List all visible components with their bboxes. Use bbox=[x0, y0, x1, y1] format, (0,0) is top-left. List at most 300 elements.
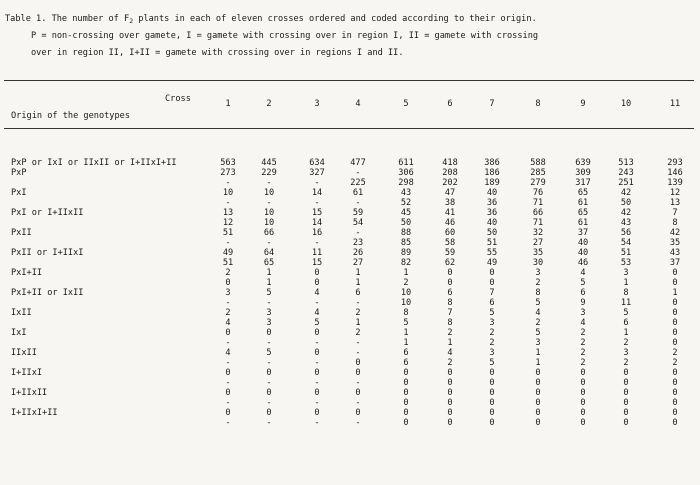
table-cell: 50 bbox=[400, 218, 412, 228]
table-cell: 0 bbox=[623, 418, 629, 428]
table-cell: 513 bbox=[618, 158, 634, 168]
table-cell: 317 bbox=[575, 178, 591, 188]
table-cell: 0 bbox=[447, 388, 453, 398]
table-cell: 42 bbox=[620, 208, 632, 218]
table-cell: 2 bbox=[403, 278, 409, 288]
table-cell: 4 bbox=[225, 318, 231, 328]
table-cell: 60 bbox=[444, 228, 456, 238]
table-cell: 43 bbox=[620, 218, 632, 228]
table-cell: 0 bbox=[489, 278, 495, 288]
table-cell: 0 bbox=[535, 408, 541, 418]
table-cell: 6 bbox=[447, 288, 453, 298]
table-cell: - bbox=[225, 358, 231, 368]
table-cell: 2 bbox=[447, 328, 453, 338]
row-label bbox=[0, 338, 211, 348]
cross-number: 7 bbox=[489, 99, 495, 109]
table-cell: 5 bbox=[489, 308, 495, 318]
table-cell: 35 bbox=[669, 238, 681, 248]
table-cell: - bbox=[266, 378, 272, 388]
table-cell: 54 bbox=[620, 238, 632, 248]
table-cell: 189 bbox=[484, 178, 500, 188]
table-cell: 8 bbox=[672, 218, 678, 228]
table-row bbox=[0, 378, 684, 388]
table-row bbox=[0, 338, 684, 348]
table-cell: 40 bbox=[577, 248, 589, 258]
table-cell: 0 bbox=[447, 368, 453, 378]
table-cell: 0 bbox=[672, 378, 678, 388]
table-row bbox=[0, 278, 684, 288]
table-cell: 88 bbox=[400, 228, 412, 238]
table-cell: 0 bbox=[489, 418, 495, 428]
table-cell: 0 bbox=[489, 408, 495, 418]
table-cell: 2 bbox=[489, 338, 495, 348]
table-cell: 62 bbox=[444, 258, 456, 268]
table-cell: 2 bbox=[623, 338, 629, 348]
table-row bbox=[0, 368, 684, 378]
table-row bbox=[0, 248, 684, 258]
table-cell: 386 bbox=[484, 158, 500, 168]
table-cell: 52 bbox=[400, 198, 412, 208]
table-cell: 0 bbox=[672, 318, 678, 328]
row-label: IIxII bbox=[11, 348, 37, 358]
table-cell: 54 bbox=[352, 218, 364, 228]
row-label bbox=[0, 198, 211, 208]
table-cell: 27 bbox=[532, 238, 544, 248]
table-row bbox=[0, 178, 684, 188]
table-cell: 0 bbox=[314, 388, 320, 398]
table-cell: 0 bbox=[314, 348, 320, 358]
table-cell: 0 bbox=[535, 378, 541, 388]
table-cell: 59 bbox=[352, 208, 364, 218]
table-cell: - bbox=[355, 298, 361, 308]
table-cell: 49 bbox=[486, 258, 498, 268]
table-cell: 1 bbox=[672, 288, 678, 298]
table-cell: 306 bbox=[398, 168, 414, 178]
genotype-table bbox=[0, 158, 684, 428]
table-cell: 0 bbox=[403, 398, 409, 408]
table-cell: 0 bbox=[225, 328, 231, 338]
table-cell: 0 bbox=[403, 388, 409, 398]
table-cell: 76 bbox=[532, 188, 544, 198]
cross-number: 5 bbox=[403, 99, 409, 109]
table-cell: 7 bbox=[447, 308, 453, 318]
table-cell: 41 bbox=[444, 208, 456, 218]
table-cell: 0 bbox=[672, 298, 678, 308]
table-cell: 61 bbox=[577, 198, 589, 208]
table-cell: 327 bbox=[309, 168, 325, 178]
table-cell: 6 bbox=[403, 358, 409, 368]
table-cell: - bbox=[225, 398, 231, 408]
table-cell: 58 bbox=[444, 238, 456, 248]
table-cell: 10 bbox=[263, 218, 275, 228]
table-cell: 1 bbox=[623, 328, 629, 338]
table-cell: 0 bbox=[447, 408, 453, 418]
table-cell: 3 bbox=[489, 348, 495, 358]
table-cell: 55 bbox=[486, 248, 498, 258]
table-cell: 0 bbox=[355, 358, 361, 368]
table-cell: - bbox=[314, 358, 320, 368]
table-cell: 0 bbox=[623, 388, 629, 398]
row-label: PxP bbox=[11, 168, 27, 178]
table-cell: - bbox=[314, 418, 320, 428]
table-cell: - bbox=[225, 378, 231, 388]
table-row bbox=[0, 288, 684, 298]
table-cell: 2 bbox=[580, 358, 586, 368]
table-cell: 6 bbox=[355, 288, 361, 298]
table-cell: 65 bbox=[263, 258, 275, 268]
table-cell: 0 bbox=[355, 368, 361, 378]
table-cell: 35 bbox=[532, 248, 544, 258]
table-cell: 9 bbox=[580, 298, 586, 308]
table-cell: 37 bbox=[669, 258, 681, 268]
table-row bbox=[0, 328, 684, 338]
header-rule bbox=[4, 128, 694, 129]
table-cell: 0 bbox=[225, 408, 231, 418]
table-cell: 1 bbox=[623, 278, 629, 288]
table-cell: 0 bbox=[489, 378, 495, 388]
table-cell: - bbox=[266, 398, 272, 408]
table-cell: 2 bbox=[580, 348, 586, 358]
table-cell: 2 bbox=[355, 328, 361, 338]
row-label: PxI or I+IIxII bbox=[11, 208, 84, 218]
table-cell: 51 bbox=[620, 248, 632, 258]
table-cell: 2 bbox=[489, 328, 495, 338]
table-cell: 0 bbox=[403, 368, 409, 378]
table-cell: - bbox=[355, 228, 361, 238]
table-cell: 3 bbox=[535, 268, 541, 278]
table-cell: 4 bbox=[314, 308, 320, 318]
table-cell: 10 bbox=[400, 298, 412, 308]
table-cell: 639 bbox=[575, 158, 591, 168]
table-cell: 208 bbox=[442, 168, 458, 178]
table-cell: 2 bbox=[623, 358, 629, 368]
table-row bbox=[0, 358, 684, 368]
table-cell: 0 bbox=[447, 278, 453, 288]
table-cell: - bbox=[355, 348, 361, 358]
table-cell: 71 bbox=[532, 218, 544, 228]
table-cell: 0 bbox=[225, 388, 231, 398]
table-cell: 0 bbox=[266, 328, 272, 338]
row-label: PxII bbox=[11, 228, 32, 238]
table-cell: 42 bbox=[669, 228, 681, 238]
table-cell: - bbox=[314, 298, 320, 308]
table-cell: - bbox=[355, 378, 361, 388]
table-cell: 65 bbox=[577, 208, 589, 218]
cross-header-label: Cross bbox=[165, 94, 191, 104]
table-cell: 4 bbox=[314, 288, 320, 298]
table-cell: 59 bbox=[444, 248, 456, 258]
table-cell: 43 bbox=[669, 248, 681, 258]
table-cell: 65 bbox=[577, 188, 589, 198]
table-cell: 8 bbox=[623, 288, 629, 298]
table-row bbox=[0, 218, 684, 228]
table-row bbox=[0, 198, 684, 208]
row-label: PxI bbox=[11, 188, 27, 198]
table-cell: 0 bbox=[580, 398, 586, 408]
table-cell: - bbox=[355, 398, 361, 408]
table-cell: 0 bbox=[266, 408, 272, 418]
table-cell: 202 bbox=[442, 178, 458, 188]
row-label: PxP or IxI or IIxII or I+IIxI+II bbox=[11, 158, 177, 168]
table-cell: 563 bbox=[220, 158, 236, 168]
table-cell: 6 bbox=[623, 318, 629, 328]
table-cell: 43 bbox=[400, 188, 412, 198]
row-label: I+IIxI+II bbox=[11, 408, 58, 418]
table-cell: 0 bbox=[489, 268, 495, 278]
table-cell: 15 bbox=[311, 208, 323, 218]
table-cell: 0 bbox=[535, 388, 541, 398]
table-cell: 4 bbox=[225, 348, 231, 358]
table-cell: 298 bbox=[398, 178, 414, 188]
table-cell: 46 bbox=[444, 218, 456, 228]
cross-number: 1 bbox=[225, 99, 231, 109]
table-cell: 0 bbox=[355, 408, 361, 418]
table-cell: 2 bbox=[225, 268, 231, 278]
table-cell: - bbox=[355, 198, 361, 208]
table-cell: - bbox=[266, 238, 272, 248]
table-cell: 0 bbox=[623, 368, 629, 378]
table-cell: 8 bbox=[535, 288, 541, 298]
table-cell: 0 bbox=[672, 328, 678, 338]
table-cell: 1 bbox=[266, 278, 272, 288]
table-cell: 6 bbox=[489, 298, 495, 308]
table-cell: - bbox=[314, 238, 320, 248]
table-cell: 11 bbox=[311, 248, 323, 258]
row-label: IxII bbox=[11, 308, 32, 318]
table-cell: 186 bbox=[484, 168, 500, 178]
table-cell: 0 bbox=[623, 398, 629, 408]
table-cell: 5 bbox=[535, 298, 541, 308]
table-cell: 4 bbox=[580, 268, 586, 278]
table-cell: - bbox=[314, 378, 320, 388]
table-cell: 225 bbox=[350, 178, 366, 188]
table-cell: 5 bbox=[403, 318, 409, 328]
table-cell: 1 bbox=[447, 338, 453, 348]
table-cell: 53 bbox=[620, 258, 632, 268]
table-cell: 0 bbox=[580, 378, 586, 388]
table-cell: 50 bbox=[620, 198, 632, 208]
top-rule bbox=[4, 80, 694, 81]
table-cell: 27 bbox=[352, 258, 364, 268]
table-cell: 23 bbox=[352, 238, 364, 248]
table-cell: 273 bbox=[220, 168, 236, 178]
table-cell: 0 bbox=[447, 418, 453, 428]
table-cell: 13 bbox=[222, 208, 234, 218]
table-cell: - bbox=[225, 198, 231, 208]
table-cell: 5 bbox=[266, 348, 272, 358]
table-row bbox=[0, 228, 684, 238]
row-label bbox=[0, 218, 211, 228]
table-cell: 0 bbox=[403, 408, 409, 418]
table-cell: 611 bbox=[398, 158, 414, 168]
table-cell: - bbox=[225, 338, 231, 348]
table-cell: 5 bbox=[266, 288, 272, 298]
row-label bbox=[0, 378, 211, 388]
table-cell: - bbox=[266, 198, 272, 208]
row-label bbox=[0, 298, 211, 308]
table-cell: 0 bbox=[672, 398, 678, 408]
table-cell: 0 bbox=[355, 388, 361, 398]
table-cell: 45 bbox=[400, 208, 412, 218]
table-cell: 0 bbox=[266, 388, 272, 398]
table-cell: 1 bbox=[535, 348, 541, 358]
row-label bbox=[0, 318, 211, 328]
table-cell: 38 bbox=[444, 198, 456, 208]
table-cell: - bbox=[266, 338, 272, 348]
table-cell: 0 bbox=[314, 328, 320, 338]
table-cell: - bbox=[266, 298, 272, 308]
table-cell: 0 bbox=[580, 418, 586, 428]
table-cell: 1 bbox=[355, 278, 361, 288]
table-row bbox=[0, 158, 684, 168]
table-row bbox=[0, 258, 684, 268]
table-cell: 2 bbox=[672, 348, 678, 358]
table-cell: 46 bbox=[577, 258, 589, 268]
table-cell: 293 bbox=[667, 158, 683, 168]
table-cell: 64 bbox=[263, 248, 275, 258]
table-row bbox=[0, 208, 684, 218]
table-cell: - bbox=[266, 358, 272, 368]
table-cell: 11 bbox=[620, 298, 632, 308]
table-cell: 2 bbox=[672, 358, 678, 368]
cross-number: 6 bbox=[447, 99, 453, 109]
table-cell: 0 bbox=[672, 278, 678, 288]
table-cell: 32 bbox=[532, 228, 544, 238]
table-cell: 40 bbox=[577, 238, 589, 248]
table-cell: 0 bbox=[672, 268, 678, 278]
table-cell: 40 bbox=[486, 188, 498, 198]
table-cell: 50 bbox=[486, 228, 498, 238]
table-cell: - bbox=[225, 418, 231, 428]
table-caption bbox=[5, 11, 538, 62]
table-cell: 285 bbox=[530, 168, 546, 178]
table-cell: 146 bbox=[667, 168, 683, 178]
row-label bbox=[0, 358, 211, 368]
table-cell: 49 bbox=[222, 248, 234, 258]
table-cell: 0 bbox=[489, 398, 495, 408]
table-row bbox=[0, 168, 684, 178]
table-cell: 3 bbox=[580, 308, 586, 318]
table-cell: 0 bbox=[535, 368, 541, 378]
table-cell: - bbox=[355, 418, 361, 428]
table-cell: 2 bbox=[447, 358, 453, 368]
table-cell: 14 bbox=[311, 188, 323, 198]
table-row bbox=[0, 238, 684, 248]
table-cell: - bbox=[314, 178, 320, 188]
table-cell: 1 bbox=[355, 318, 361, 328]
table-cell: 0 bbox=[447, 398, 453, 408]
table-cell: 0 bbox=[447, 268, 453, 278]
cross-number: 4 bbox=[355, 99, 361, 109]
table-cell: 3 bbox=[623, 348, 629, 358]
table-cell: 2 bbox=[225, 308, 231, 318]
table-row bbox=[0, 388, 684, 398]
row-label: PxI+II or IxII bbox=[11, 288, 84, 298]
cross-number: 10 bbox=[620, 99, 632, 109]
table-row bbox=[0, 398, 684, 408]
row-label bbox=[0, 238, 211, 248]
table-cell: 477 bbox=[350, 158, 366, 168]
table-cell: 0 bbox=[314, 408, 320, 418]
cross-number: 2 bbox=[266, 99, 272, 109]
row-label: I+IIxII bbox=[11, 388, 48, 398]
table-cell: 139 bbox=[667, 178, 683, 188]
cross-number: 3 bbox=[314, 99, 320, 109]
table-cell: 0 bbox=[314, 278, 320, 288]
table-cell: 40 bbox=[486, 218, 498, 228]
table-cell: 85 bbox=[400, 238, 412, 248]
table-cell: 0 bbox=[266, 368, 272, 378]
table-cell: 3 bbox=[489, 318, 495, 328]
table-cell: 7 bbox=[489, 288, 495, 298]
table-cell: 0 bbox=[580, 388, 586, 398]
cross-number: 11 bbox=[669, 99, 681, 109]
table-cell: 89 bbox=[400, 248, 412, 258]
table-cell: 1 bbox=[266, 268, 272, 278]
table-cell: 0 bbox=[403, 418, 409, 428]
table-cell: 0 bbox=[225, 368, 231, 378]
table-row bbox=[0, 348, 684, 358]
table-cell: 6 bbox=[580, 288, 586, 298]
table-cell: - bbox=[355, 338, 361, 348]
table-cell: 2 bbox=[355, 308, 361, 318]
caption-line-2: P = non-crossing over gamete, I = gamete with crossing over in region I, II = gamete with crossing bbox=[31, 31, 539, 41]
table-cell: 12 bbox=[669, 188, 681, 198]
table-cell: 0 bbox=[580, 408, 586, 418]
table-cell: 3 bbox=[225, 288, 231, 298]
table-cell: 61 bbox=[352, 188, 364, 198]
table-cell: 3 bbox=[266, 318, 272, 328]
table-cell: - bbox=[314, 398, 320, 408]
row-label: IxI bbox=[11, 328, 27, 338]
table-cell: 51 bbox=[222, 228, 234, 238]
row-label bbox=[0, 418, 211, 428]
table-cell: 10 bbox=[222, 188, 234, 198]
table-cell: 251 bbox=[618, 178, 634, 188]
table-cell: 0 bbox=[672, 418, 678, 428]
table-cell: 1 bbox=[403, 268, 409, 278]
table-row bbox=[0, 298, 684, 308]
table-cell: 61 bbox=[577, 218, 589, 228]
cross-number: 9 bbox=[580, 99, 586, 109]
table-cell: - bbox=[314, 198, 320, 208]
table-cell: 6 bbox=[403, 348, 409, 358]
table-cell: 1 bbox=[403, 328, 409, 338]
table-cell: 7 bbox=[672, 208, 678, 218]
table-cell: 66 bbox=[532, 208, 544, 218]
origin-header-label: Origin of the genotypes bbox=[11, 111, 130, 121]
row-label bbox=[0, 398, 211, 408]
row-label: PxII or I+IIxI bbox=[11, 248, 84, 258]
table-cell: 3 bbox=[623, 268, 629, 278]
table-cell: 418 bbox=[442, 158, 458, 168]
table-cell: 0 bbox=[623, 378, 629, 388]
table-cell: 0 bbox=[225, 278, 231, 288]
table-cell: 5 bbox=[623, 308, 629, 318]
table-cell: 10 bbox=[263, 208, 275, 218]
table-cell: 229 bbox=[261, 168, 277, 178]
table-cell: 0 bbox=[672, 388, 678, 398]
table-cell: 0 bbox=[672, 308, 678, 318]
table-cell: 4 bbox=[535, 308, 541, 318]
table-cell: 0 bbox=[672, 408, 678, 418]
table-cell: 51 bbox=[486, 238, 498, 248]
table-cell: 66 bbox=[263, 228, 275, 238]
table-cell: 0 bbox=[489, 388, 495, 398]
table-cell: 30 bbox=[532, 258, 544, 268]
table-cell: 51 bbox=[222, 258, 234, 268]
table-cell: 588 bbox=[530, 158, 546, 168]
